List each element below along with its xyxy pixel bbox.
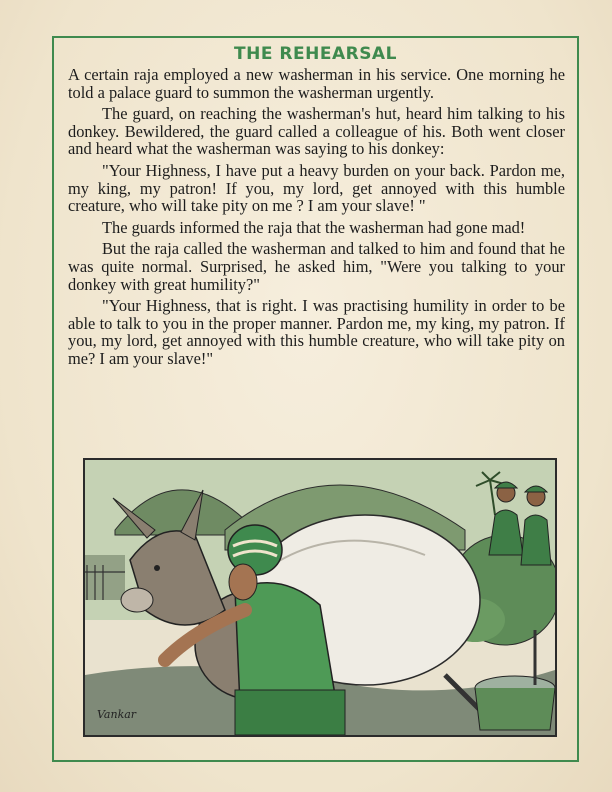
story-text (68, 66, 565, 372)
paragraph-1: A certain raja employed a new washerman in his service. One morning he told a palace guard to summon the washerman urgently. (68, 65, 565, 102)
paragraph-2: The guard, on reaching the washerman's hut, heard him talking to his donkey. Bewildered, the guard called a colleague of his. Both went closer and heard what the washerman was saying to his donkey: (68, 104, 565, 159)
story-illustration (83, 458, 557, 737)
illustration-drawing (85, 460, 555, 735)
artist-signature: Vankar (97, 708, 137, 721)
paragraph-5: But the raja called the washerman and talked to him and found that he was quite normal. Surprised, he asked him, "Were you talking to your donkey with great humility?" (68, 239, 565, 294)
paragraph-6: "Your Highness, that is right. I was practising humility in order to be able to talk to you in the proper manner. Pardon me, my king, my patron. If you, my lord, get annoyed with this humble creature, who will take pity on me? I am your slave!" (68, 296, 565, 368)
paragraph-4: The guards informed the raja that the washerman had gone mad! (102, 217, 526, 237)
fence-area (85, 555, 125, 600)
paragraph-3: "Your Highness, I have put a heavy burden on your back. Pardon me, my king, my patron! If you, my lord, get annoyed with this humble creature, who will take pity on me ? I am your slave! " (68, 160, 565, 216)
story-title: THE REHEARSAL (234, 44, 397, 64)
